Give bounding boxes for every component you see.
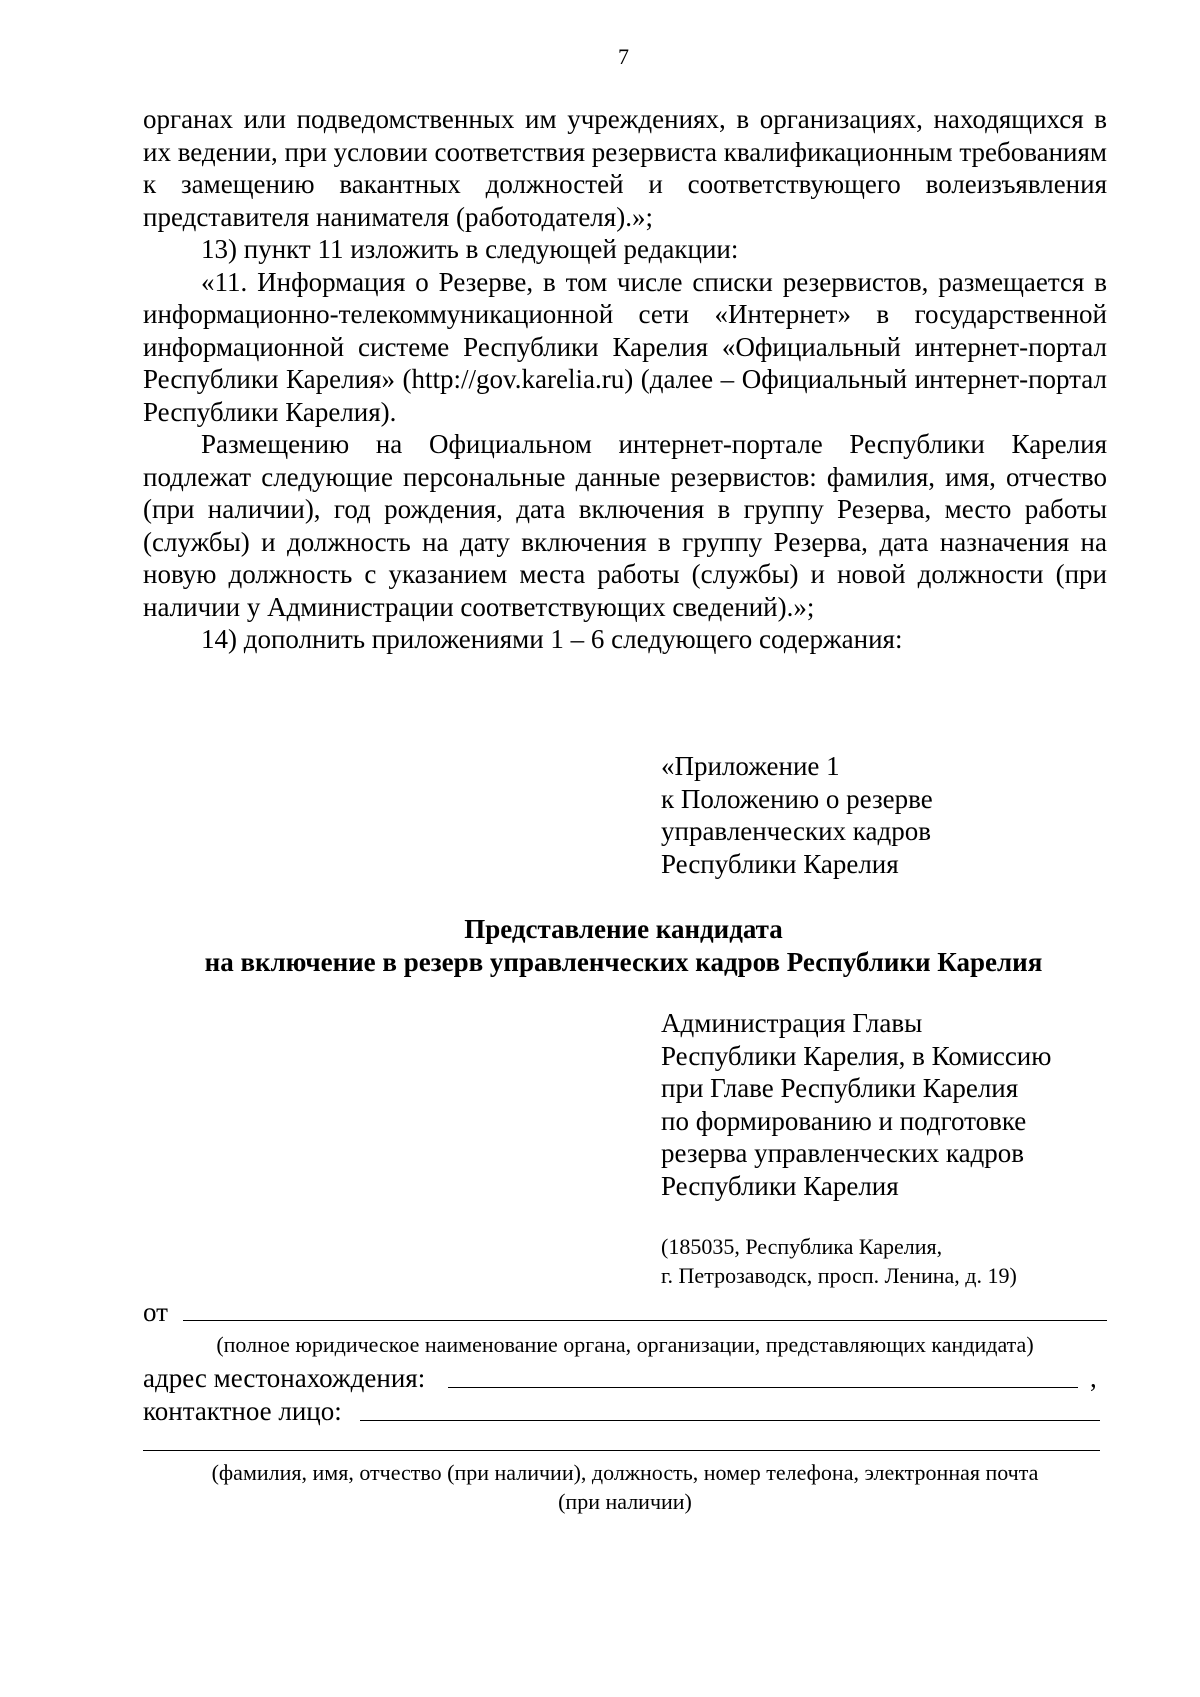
body-text xyxy=(143,103,1107,656)
paragraph: «11. Информация о Резерве, в том числе списки резервистов, размещается в информационно-телекоммуникационной сети «Интернет» в государственной информационной системе Республики Карелия «Официальный интернет-портал Республики Карелия» (http://gov.karelia.ru) (далее – Официальный интернет-портал Республики Карелия). xyxy=(143,266,1107,427)
address-suffix: , xyxy=(1090,1363,1097,1393)
paragraph: 13) пункт 11 изложить в следующей редакции: xyxy=(201,234,739,264)
addressee-line: Администрация Главы xyxy=(661,1008,923,1038)
addressee-line: при Главе Республики Карелия xyxy=(661,1073,1019,1103)
appendix-line: к Положению о резерве xyxy=(661,783,933,814)
paragraph: 14) дополнить приложениями 1 – 6 следующего содержания: xyxy=(201,624,903,654)
paragraph: Размещению на Официальном интернет-портале Республики Карелия подлежат следующие персональные данные резервистов: фамилия, имя, отчество (при наличии), год рождения, дата включения в группу Резерва, место работы (службы) и должность на дату включения в группу Резерва, дата назначения на новую должность с указанием места работы (службы) и новой должности (при наличии у Администрации соответствующих сведений).»; xyxy=(143,429,1107,622)
address-label: адрес местонахождения: xyxy=(143,1363,426,1393)
title-line: на включение в резерв управленческих кадров Республики Карелия xyxy=(204,947,1043,977)
appendix-line: «Приложение 1 xyxy=(661,751,840,781)
addressee-block xyxy=(661,1007,1051,1202)
addressee-line: Республики Карелия, в Комиссию xyxy=(661,1040,1052,1071)
from-caption: (полное юридическое наименование органа, организации, представляющих кандидата) xyxy=(216,1332,1034,1357)
contact-caption-2: (при наличии) xyxy=(558,1489,692,1514)
postal-address xyxy=(661,1232,1017,1290)
contact-underline[interactable] xyxy=(360,1420,1100,1421)
contact-underline-2[interactable] xyxy=(143,1450,1100,1451)
postal-line: (185035, Республика Карелия, xyxy=(661,1234,943,1259)
contact-caption: (фамилия, имя, отчество (при наличии), должность, номер телефона, электронная почта xyxy=(211,1460,1039,1485)
contact-label: контактное лицо: xyxy=(143,1396,342,1426)
title-line: Представление кандидата xyxy=(464,914,783,944)
postal-line: г. Петрозаводск, просп. Ленина, д. 19) xyxy=(661,1263,1017,1288)
appendix-header xyxy=(661,750,933,880)
page-number: 7 xyxy=(618,44,629,69)
addressee-line: Республики Карелия xyxy=(661,1170,899,1201)
addressee-line: по формированию и подготовке xyxy=(661,1105,1027,1136)
form-title xyxy=(0,913,1200,979)
from-label: от xyxy=(143,1297,168,1327)
from-underline[interactable] xyxy=(183,1320,1107,1321)
address-underline[interactable] xyxy=(448,1387,1078,1388)
addressee-line: резерва управленческих кадров xyxy=(661,1138,1025,1168)
appendix-line: Республики Карелия xyxy=(661,848,899,879)
appendix-line: управленческих кадров xyxy=(661,816,931,846)
paragraph: органах или подведомственных им учреждениях, в организациях, находящихся в их ведении, при условии соответствия резервиста квалификационным требованиям к замещению вакантных должностей и соответствующего волеизъявления представителя нанимателя (работодателя).»; xyxy=(143,104,1107,232)
